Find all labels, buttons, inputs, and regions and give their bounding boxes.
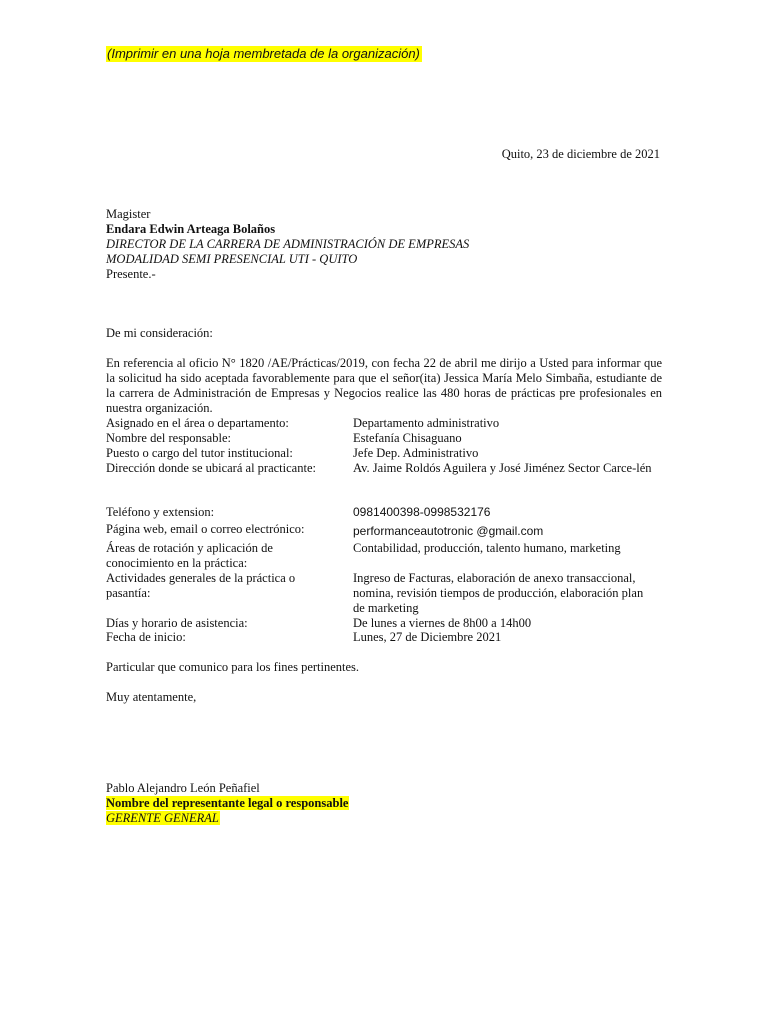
details-value: De lunes a viernes de 8h00 a 14h00 bbox=[353, 616, 532, 630]
details-value: Contabilidad, producción, talento humano, marketing bbox=[353, 541, 621, 555]
closing-line: Particular que comunico para los fines pertinentes. bbox=[106, 660, 360, 674]
details-label: Actividades generales de la práctica o pasantía: bbox=[106, 571, 296, 600]
signature-role: GERENTE GENERAL bbox=[106, 811, 219, 825]
details-value: Ingreso de Facturas, elaboración de anexo transaccional, nomina, revisión tiempos de producción, elaboración plan de marketing bbox=[353, 571, 644, 615]
signature-name: Pablo Alejandro León Peñafiel bbox=[106, 781, 260, 795]
recipient-position: DIRECTOR DE LA CARRERA DE ADMINISTRACIÓN DE EMPRESAS bbox=[106, 237, 470, 251]
details-label: Dirección donde se ubicará al practicante: bbox=[106, 461, 316, 475]
details-label: Áreas de rotación y aplicación de conocimiento en la práctica: bbox=[106, 541, 273, 570]
details-value: 0981400398-0998532176 bbox=[353, 505, 491, 519]
body-line: nuestra organización. bbox=[106, 401, 213, 415]
recipient-name: Endara Edwin Arteaga Bolaños bbox=[106, 222, 276, 236]
details-label: Días y horario de asistencia: bbox=[106, 616, 248, 630]
signature-placeholder: Nombre del representante legal o responsable bbox=[106, 796, 349, 810]
print-instruction-note: (Imprimir en una hoja membretada de la organización) bbox=[107, 46, 420, 61]
details-label: Página web, email o correo electrónico: bbox=[106, 522, 305, 536]
greeting: De mi consideración: bbox=[106, 326, 213, 340]
recipient-modality: MODALIDAD SEMI PRESENCIAL UTI - QUITO bbox=[106, 252, 358, 266]
details-value: Estefanía Chisaguano bbox=[353, 431, 462, 445]
recipient-title: Magister bbox=[106, 207, 151, 221]
details-value: Lunes, 27 de Diciembre 2021 bbox=[353, 630, 502, 644]
details-value: Av. Jaime Roldós Aguilera y José Jiménez Sector Carce-lén bbox=[353, 461, 652, 475]
details-label: Teléfono y extension: bbox=[106, 505, 215, 519]
signature-block bbox=[106, 781, 349, 826]
body-line: la carrera de Administración de Empresas y Negocios realice las 480 horas de prácticas pre profesionales en bbox=[106, 386, 662, 400]
recipient-block bbox=[106, 207, 469, 282]
details-label: Asignado en el área o departamento: bbox=[106, 416, 289, 430]
farewell: Muy atentamente, bbox=[106, 690, 197, 704]
recipient-presente: Presente.- bbox=[106, 267, 156, 281]
details-label: Fecha de inicio: bbox=[106, 630, 186, 644]
body-line: la solicitud ha sido aceptada favorablemente para que el señor(ita) Jessica María Melo Simbaña, estudiante de bbox=[106, 371, 662, 385]
body-paragraph bbox=[106, 356, 662, 416]
details-label: Puesto o cargo del tutor institucional: bbox=[106, 446, 293, 460]
details-value: Departamento administrativo bbox=[353, 416, 500, 430]
details-value: Jefe Dep. Administrativo bbox=[353, 446, 479, 460]
letter-date: Quito, 23 de diciembre de 2021 bbox=[501, 147, 660, 161]
body-line: En referencia al oficio N° 1820 /AE/Prácticas/2019, con fecha 22 de abril me dirijo a Usted para informar que bbox=[106, 356, 662, 370]
details-label: Nombre del responsable: bbox=[106, 431, 231, 445]
details-value: performanceautotronic @gmail.com bbox=[353, 524, 544, 538]
